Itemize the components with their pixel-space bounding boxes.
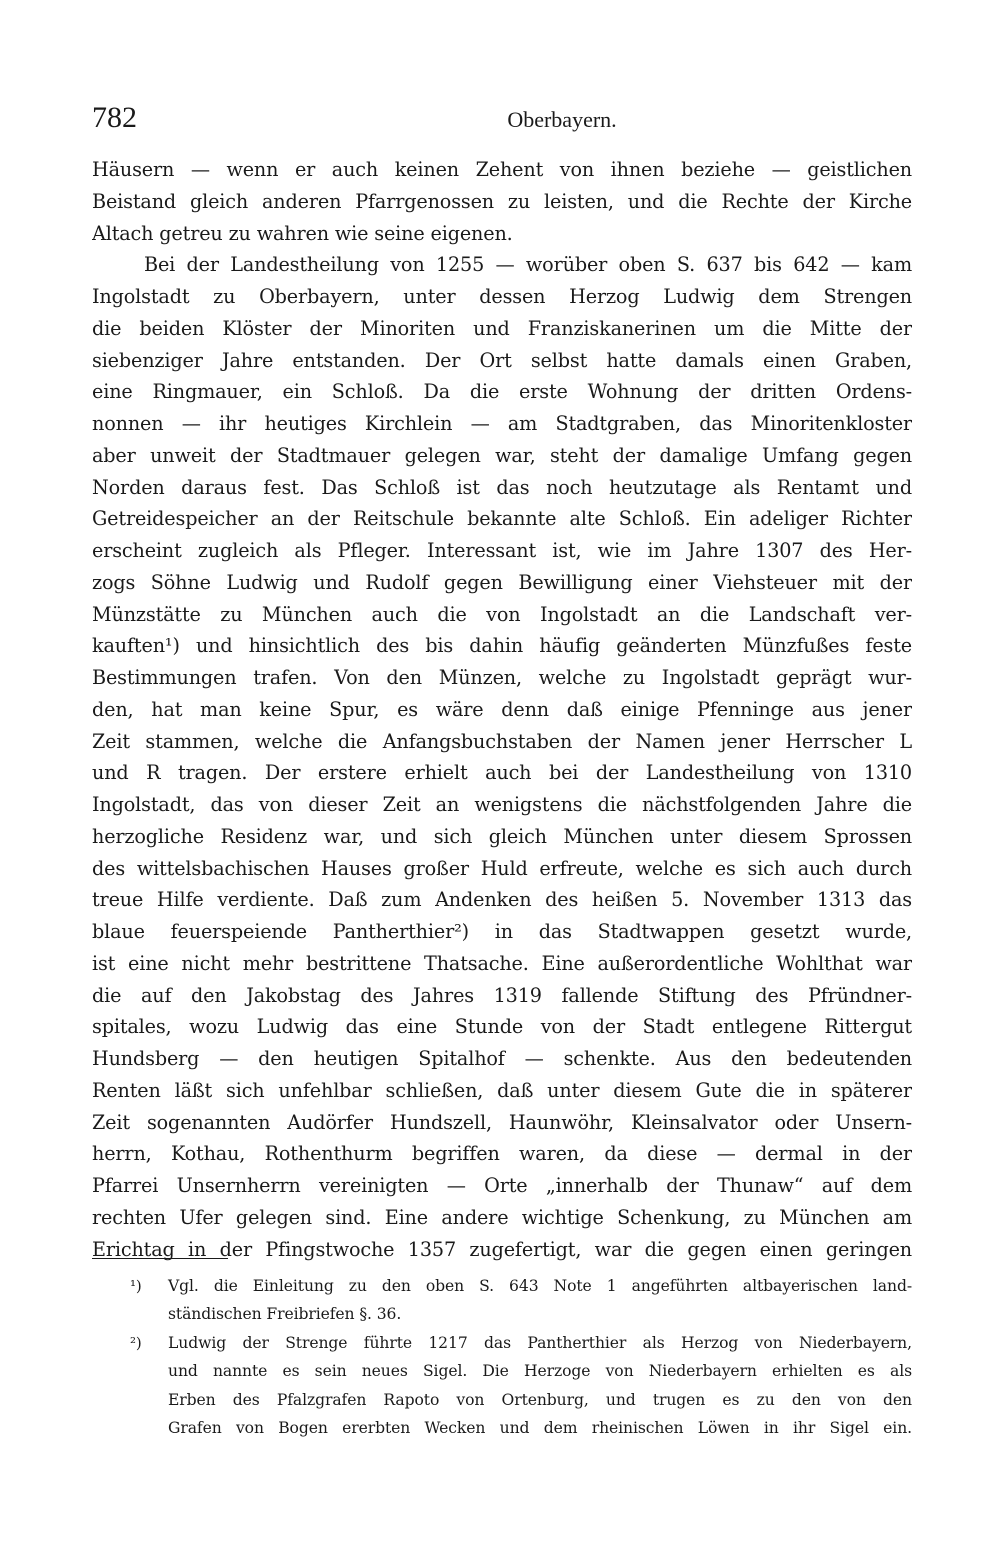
text-line: Beistand gleich anderen Pfarrgenossen zu leisten, und die Rechte der Kirche [92, 189, 912, 213]
text-line: blaue feuerspeiende Pantherthier²) in das Stadtwappen gesetzt wurde, [92, 920, 912, 943]
text-line: ist eine nicht mehr bestrittene Thatsache. Eine außerordentliche Wohlthat war [92, 951, 912, 975]
page-number: 782 [92, 101, 137, 134]
text-line: Münzstätte zu München auch die von Ingolstadt an die Landschaft ver- [92, 602, 912, 626]
footnote-1 [130, 1272, 912, 1300]
text-line: Zeit sogenannten Audörfer Hundszell, Haunwöhr, Kleinsalvator oder Unsern- [92, 1110, 912, 1134]
footnote-text-line: ständischen Freibriefen §. 36. [168, 1305, 402, 1324]
text-line: siebenziger Jahre entstanden. Der Ort selbst hatte damals einen Graben, [92, 348, 912, 372]
footnote-text-line: Erben des Pfalzgrafen Rapoto von Ortenburg, und trugen es zu den von den [168, 1390, 912, 1409]
running-head [92, 100, 912, 140]
footnote-2-continuation [130, 1414, 912, 1442]
running-title: Oberbayern. [507, 107, 617, 132]
footnote-text-line: Grafen von Bogen ererbten Wecken und dem rheinischen Löwen in ihr Sigel ein. [168, 1418, 912, 1437]
text-line: Ingolstadt, das von dieser Zeit an wenigstens die nächstfolgenden Jahre die [92, 793, 912, 816]
footnote-divider [92, 1258, 228, 1259]
text-line: Getreidespeicher an der Reitschule bekannte alte Schloß. Ein adeliger Richter [92, 507, 912, 531]
text-line: die auf den Jakobstag des Jahres 1319 fallende Stiftung des Pfründner- [92, 983, 912, 1007]
footnote-1-continuation [130, 1300, 912, 1328]
footnote-text-line: und nannte es sein neues Sigel. Die Herzoge von Niederbayern erhielten es als [168, 1362, 912, 1381]
text-line: Pfarrei Unsernherrn vereinigten — Orte „innerhalb der Thunaw“ auf dem [92, 1174, 912, 1197]
text-line: Bestimmungen trafen. Von den Münzen, welche zu Ingolstadt geprägt wur- [92, 666, 912, 689]
text-line: Zeit stammen, welche die Anfangsbuchstaben der Namen jener Herrscher L [92, 729, 912, 753]
text-line: aber unweit der Stadtmauer gelegen war, steht der damalige Umfang gegen [92, 443, 912, 467]
text-line: Altach getreu zu wahren wie seine eigenen. [92, 221, 513, 245]
text-line: rechten Ufer gelegen sind. Eine andere wichtige Schenkung, zu München am [92, 1205, 912, 1229]
text-line: Erichtag in der Pfingstwoche 1357 zugefertigt, war die gegen einen geringen [92, 1237, 912, 1261]
text-line: den, hat man keine Spur, es wäre denn daß einige Pfenninge aus jener [92, 697, 912, 721]
footnotes [130, 1272, 912, 1442]
footnote-marker: ¹) [130, 1277, 142, 1295]
text-line: Häusern — wenn er auch keinen Zehent von ihnen beziehe — geistlichen [92, 158, 912, 181]
text-line: Ingolstadt zu Oberbayern, unter dessen Herzog Ludwig dem Strengen [92, 285, 912, 308]
text-line: des wittelsbachischen Hauses großer Huld erfreute, welche es sich auch durch [92, 856, 912, 880]
text-line: nonnen — ihr heutiges Kirchlein — am Stadtgraben, das Minoritenkloster [92, 412, 912, 435]
text-line: und R tragen. Der erstere erhielt auch bei der Landestheilung von 1310 [92, 761, 912, 785]
footnote-text-line: Ludwig der Strenge führte 1217 das Pantherthier als Herzog von Niederbayern, [168, 1333, 912, 1352]
text-line: Renten läßt sich unfehlbar schließen, daß unter diesem Gute die in späterer [92, 1078, 912, 1102]
text-line: Hundsberg — den heutigen Spitalhof — schenkte. Aus den bedeutenden [92, 1047, 912, 1070]
text-line: spitales, wozu Ludwig das eine Stunde von der Stadt entlegene Rittergut [92, 1015, 912, 1039]
text-line: zogs Söhne Ludwig und Rudolf gegen Bewilligung einer Viehsteuer mit der [92, 570, 912, 594]
footnote-text-line: Vgl. die Einleitung zu den oben S. 643 Note 1 angeführten altbayerischen land- [168, 1277, 912, 1295]
text-line: herzogliche Residenz war, und sich gleich München unter diesem Sprossen [92, 824, 912, 848]
text-line: Bei der Landestheilung von 1255 — worüber oben S. 637 bis 642 — kam [144, 253, 912, 277]
text-line: kauften¹) und hinsichtlich des bis dahin häufig geänderten Münzfußes feste [92, 634, 912, 658]
text-line: eine Ringmauer, ein Schloß. Da die erste Wohnung der dritten Ordens- [92, 380, 912, 404]
text-line: treue Hilfe verdiente. Daß zum Andenken des heißen 5. November 1313 das [92, 888, 912, 912]
body-text [92, 154, 912, 1265]
text-line: Norden daraus fest. Das Schloß ist das noch heutzutage als Rentamt und [92, 475, 912, 499]
text-line: erscheint zugleich als Pfleger. Interessant ist, wie im Jahre 1307 des Her- [92, 539, 912, 562]
text-line: herrn, Kothau, Rothenthurm begriffen waren, da diese — dermal in der [92, 1142, 912, 1166]
footnote-2 [130, 1329, 912, 1357]
text-line: die beiden Klöster der Minoriten und Franziskanerinen um die Mitte der [92, 316, 912, 340]
footnote-2-continuation [130, 1357, 912, 1385]
footnote-2-continuation [130, 1386, 912, 1414]
footnote-marker: ²) [130, 1333, 142, 1352]
